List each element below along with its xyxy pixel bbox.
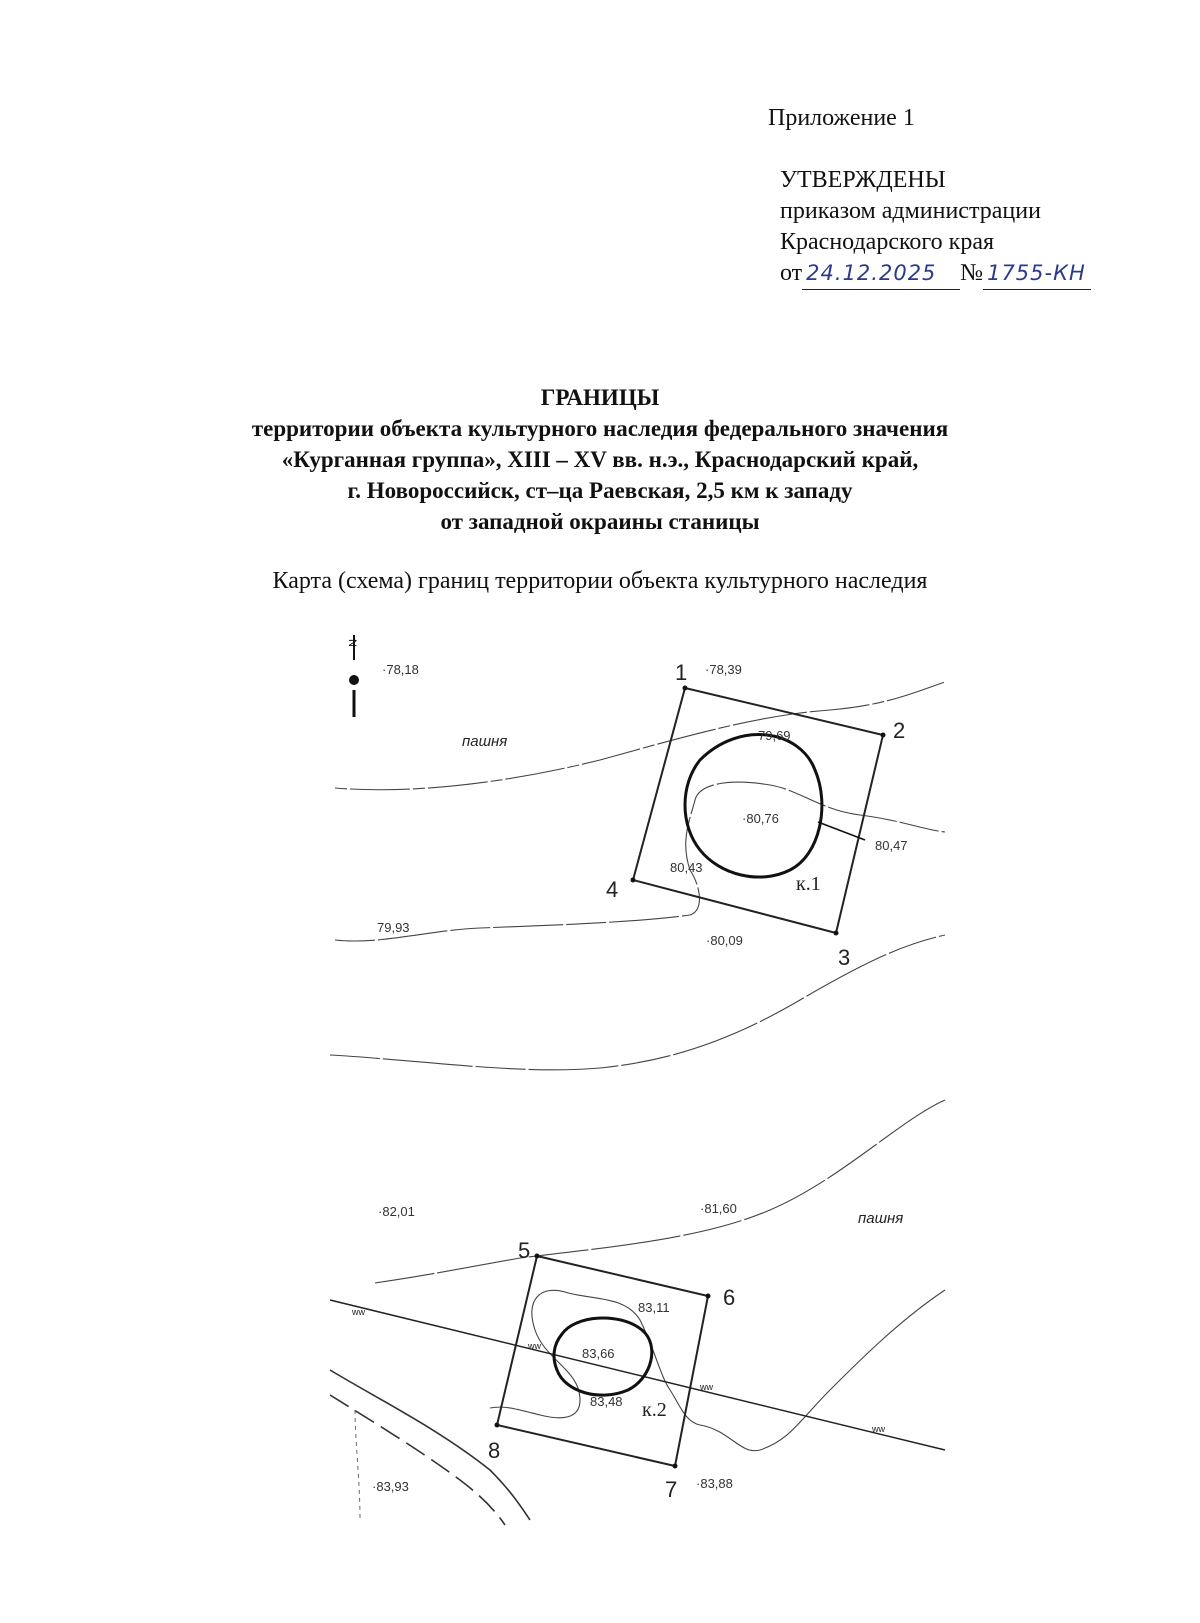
elevation-mark: ·78,39 [705, 662, 742, 677]
title-line-1: территории объекта культурного наследия федерального значения [251, 416, 949, 441]
elevation-mark: 79,93 [377, 920, 410, 935]
road-line [330, 1395, 505, 1525]
boundary-vertex [834, 931, 839, 936]
boundary-vertex [881, 733, 886, 738]
title-line-3: г. Новороссийск, ст–ца Раевская, 2,5 км к западу [347, 478, 853, 503]
elevation-mark: ·78,18 [382, 662, 419, 677]
point-label-2: 2 [893, 718, 906, 743]
boundary-vertex [706, 1294, 711, 1299]
map-caption: Карта (схема) границ территории объекта культурного наследия [272, 568, 928, 594]
elevation-mark: ·82,01 [378, 1204, 415, 1219]
elevation-mark: ·80,76 [742, 811, 779, 826]
elevation-mark: 79,69 [758, 728, 791, 743]
pipeline-marker: ww [872, 1424, 885, 1434]
boundary-vertex [673, 1464, 678, 1469]
pipeline-marker: ww [700, 1382, 713, 1392]
pipeline-line [330, 1300, 945, 1450]
order-date-handwritten: 24.12.2025 [806, 261, 937, 285]
title-line-2: «Курганная группа», XIII – XV вв. н.э., Краснодарский край, [281, 447, 919, 472]
boundary-vertex [535, 1254, 540, 1259]
number-prefix: № [960, 260, 984, 286]
svg-text:N: N [346, 639, 358, 647]
elevation-mark: ·83,93 [372, 1479, 409, 1494]
boundary-vertex [683, 686, 688, 691]
point-label-8: 8 [488, 1438, 501, 1463]
land-label-field: пашня [858, 1210, 904, 1227]
point-label-5: 5 [518, 1238, 531, 1263]
elevation-mark: ·81,60 [700, 1201, 737, 1216]
point-label-7: 7 [665, 1477, 678, 1502]
order-number-handwritten: 1755-КН [987, 261, 1086, 285]
elevation-mark: 83,66 [582, 1346, 615, 1361]
title-heading: ГРАНИЦЫ [540, 385, 660, 410]
point-label-6: 6 [723, 1285, 736, 1310]
contour-line [335, 682, 945, 790]
contour-line [375, 1100, 945, 1283]
elevation-mark: 83,11 [638, 1300, 670, 1315]
elevation-mark: 80,43 [670, 860, 703, 875]
pipeline-marker: ww [528, 1341, 541, 1351]
leader-line [818, 822, 865, 840]
point-label-3: 3 [838, 945, 851, 970]
elevation-mark: ·80,09 [706, 933, 743, 948]
mound-label-k2: к.2 [642, 1399, 667, 1421]
mound-label-k1: к.1 [796, 873, 821, 895]
approved-by-line-2: Краснодарского края [780, 229, 995, 255]
date-prefix: от [780, 260, 803, 286]
point-label-4: 4 [606, 877, 619, 902]
contour-line [330, 935, 945, 1070]
land-label-field: пашня [462, 733, 508, 750]
title-line-4: от западной окраины станицы [440, 509, 760, 534]
approved-heading: УТВЕРЖДЕНЫ [780, 167, 946, 193]
approved-by-line-1: приказом администрации [780, 198, 1041, 224]
north-arrow-icon [346, 635, 358, 717]
mound-outline-k1 [685, 735, 822, 878]
boundary-vertex [495, 1423, 500, 1428]
road-line [355, 1410, 360, 1520]
elevation-mark: 83,48 [590, 1394, 623, 1409]
pipeline-marker: ww [352, 1307, 365, 1317]
elevation-mark: ·83,88 [696, 1476, 733, 1491]
appendix-label: Приложение 1 [768, 105, 915, 131]
elevation-mark: 80,47 [875, 838, 908, 853]
boundary-polygon-k2 [497, 1256, 708, 1466]
boundary-vertex [631, 878, 636, 883]
point-label-1: 1 [675, 660, 688, 685]
